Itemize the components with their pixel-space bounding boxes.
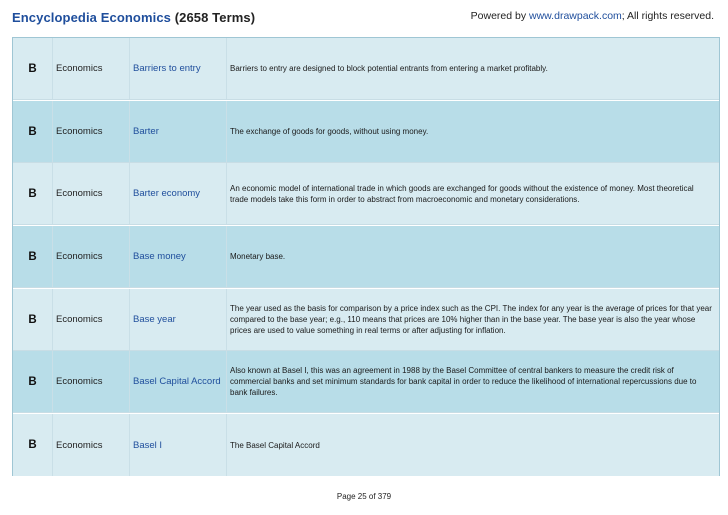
term-cell[interactable]: Barter economy [130,163,227,224]
page-number: Page 25 of 379 [336,492,392,501]
page-title [12,10,255,25]
term-cell[interactable]: Barriers to entry [130,38,227,99]
term-cell[interactable]: Basel Capital Accord [130,351,227,412]
table-row [13,101,719,163]
table-row [13,226,719,288]
definition-cell: The exchange of goods for goods, without using money. [230,127,429,136]
page-header [0,0,728,36]
definition-cell: Monetary base. [230,252,286,261]
category-cell: Economics [53,38,130,99]
letter-cell: B [13,226,53,287]
definition-cell: The year used as the basis for comparison by a price index such as the CPI. The index for any year is the average of prices for that year compared to the base year; e.g., 110 means that prices are 10% higher than in the base year. The base year is also the year whose prices are used to value something in real terms or after adjusting for inflation. [230,304,712,335]
category-cell: Economics [53,101,130,162]
letter-cell: B [13,414,53,476]
title-name: Encyclopedia Economics [12,10,171,25]
term-cell[interactable]: Base year [130,289,227,350]
category-cell: Economics [53,351,130,412]
term-cell[interactable]: Base money [130,226,227,287]
terms-table [12,37,720,476]
table-row [13,163,719,225]
table-row [13,351,719,413]
definition-cell: The Basel Capital Accord [230,440,320,450]
definition-cell: Also known at Basel I, this was an agreement in 1988 by the Basel Committee of central bankers to measure the credit risk of commercial banks and set minimum standards for bank capital in order to reduce the likelihood of international repercussions due to bank failures. [230,366,697,397]
category-cell: Economics [53,289,130,350]
letter-cell: B [13,38,53,99]
table-row [13,289,719,351]
table-row [13,38,719,100]
category-cell: Economics [53,163,130,224]
category-cell: Economics [53,414,130,476]
category-cell: Economics [53,226,130,287]
letter-cell: B [13,163,53,224]
term-cell[interactable]: Barter [130,101,227,162]
powered-by [471,10,714,22]
letter-cell: B [13,101,53,162]
drawpack-link[interactable]: www.drawpack.com [529,10,622,22]
term-count: (2658 Terms) [174,10,256,25]
powered-prefix: Powered by [470,10,530,22]
table-row [13,414,719,476]
definition-cell: Barriers to entry are designed to block potential entrants from entering a market profitably. [230,64,548,73]
powered-suffix: ; All rights reserved. [621,10,714,22]
term-cell[interactable]: Basel I [130,414,227,476]
letter-cell: B [13,351,53,412]
definition-cell: An economic model of international trade in which goods are exchanged for goods without the existence of money. Most theoretical trade models take this form in order to abstract from macroeconomic and monetary considerations. [230,183,694,204]
letter-cell: B [13,289,53,350]
